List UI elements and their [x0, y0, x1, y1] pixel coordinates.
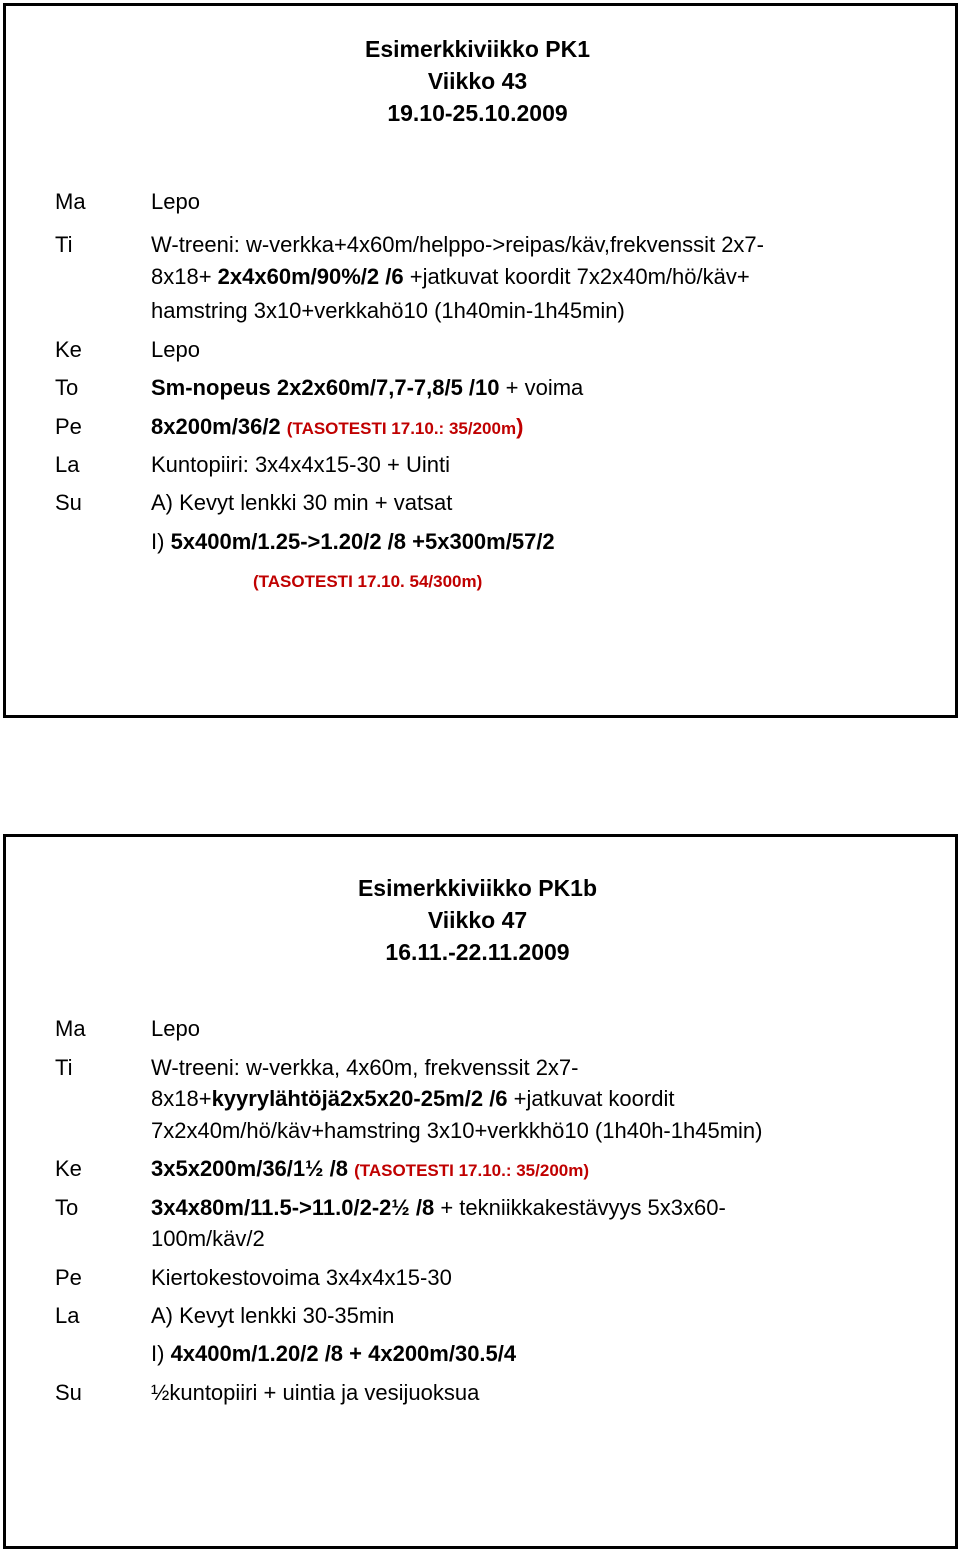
week2-ti-line2: [151, 1083, 674, 1115]
week1-dates: 19.10-25.10.2009: [387, 100, 568, 126]
week1-pe-text: [151, 411, 523, 445]
week2-su-text: ½kuntopiiri + uintia ja vesijuoksua: [151, 1380, 480, 1405]
week2-day-ke: Ke: [55, 1156, 82, 1181]
week2-la-a: A) Kevyt lenkki 30-35min: [151, 1303, 395, 1328]
week1-day-su: Su: [55, 490, 82, 515]
week1-la-text: Kuntopiiri: 3x4x4x15-30 + Uinti: [151, 452, 450, 477]
week1-su-a: A) Kevyt lenkki 30 min + vatsat: [151, 490, 453, 515]
week1-ti-line2a: 8x18+: [151, 264, 218, 289]
week2-la-b1: I): [151, 1341, 171, 1366]
week2-la-b: [151, 1338, 516, 1370]
week1-ti-line2b: 2x4x60m/90%/2 /6: [217, 264, 410, 289]
week1-pe-b: (TASOTESTI 17.10.: 35/200m: [286, 419, 517, 438]
week2-ke-text: [151, 1153, 589, 1187]
week2-week-number: Viikko 47: [427, 907, 528, 933]
week2-ma-text: Lepo: [151, 1016, 200, 1041]
week2-day-la: La: [55, 1303, 80, 1328]
week1-ti-line1: W-treeni: w-verkka+4x60m/helppo->reipas/käv,frekvenssit 2x7-: [151, 232, 764, 257]
week2-ke-b: (TASOTESTI 17.10.: 35/200m): [354, 1161, 589, 1180]
week1-day-pe: Pe: [55, 414, 82, 439]
week1-pe-c: ): [516, 414, 524, 439]
week1-day-to: To: [55, 375, 79, 400]
week2-ti-line2c: +jatkuvat koordit: [513, 1086, 675, 1111]
week1-to-a: Sm-nopeus 2x2x60m/7,7-7,8/5 /10: [151, 375, 506, 400]
week1-su-b2: 5x400m/1.25->1.20/2 /8 +5x300m/57/2: [170, 529, 555, 554]
week2-dates: 16.11.-22.11.2009: [385, 939, 570, 965]
week2-day-to: To: [55, 1195, 79, 1220]
week1-day-la: La: [55, 452, 80, 477]
week1-to-b: + voima: [505, 375, 584, 400]
week1-week-number: Viikko 43: [427, 68, 528, 94]
week1-su-b1: I): [151, 529, 171, 554]
week1-day-ti: Ti: [55, 232, 73, 257]
week1-ma-text: Lepo: [151, 189, 200, 214]
week2-ti-line1: W-treeni: w-verkka, 4x60m, frekvenssit 2x7-: [151, 1055, 579, 1080]
week1-title: Esimerkkiviikko PK1: [364, 36, 591, 62]
week2-ti-line2b: kyyrylähtöjä2x5x20-25m/2 /6: [211, 1086, 514, 1111]
week1-ke-text: Lepo: [151, 337, 200, 362]
week1-header: [0, 33, 955, 129]
week1-day-ma: Ma: [55, 189, 86, 214]
week2-pe-text: Kiertokestovoima 3x4x4x15-30: [151, 1265, 452, 1290]
week2-ti-line2a: 8x18+: [151, 1086, 212, 1111]
week2-la-b2: 4x400m/1.20/2 /8 + 4x200m/30.5/4: [170, 1341, 517, 1366]
week1-su-b: [151, 526, 555, 558]
week2-ke-a: 3x5x200m/36/1½ /8: [151, 1156, 355, 1181]
week1-pe-a: 8x200m/36/2: [151, 414, 287, 439]
week2-to-b: + tekniikkakestävyys 5x3x60-: [440, 1195, 726, 1220]
week1-ti-line3: hamstring 3x10+verkkahö10 (1h40min-1h45min): [151, 298, 625, 323]
week2-ti-line3: 7x2x40m/hö/käv+hamstring 3x10+verkkhö10 (1h40h-1h45min): [151, 1118, 763, 1143]
week2-day-ma: Ma: [55, 1016, 86, 1041]
week2-to-a: 3x4x80m/11.5->11.0/2-2½ /8: [151, 1195, 441, 1220]
week2-header: [0, 872, 955, 968]
week2-day-pe: Pe: [55, 1265, 82, 1290]
week2-to-line2: 100m/käv/2: [151, 1226, 265, 1251]
week1-to-text: [151, 372, 583, 404]
week2-day-su: Su: [55, 1380, 82, 1405]
week2-title: Esimerkkiviikko PK1b: [357, 875, 598, 901]
week1-day-ke: Ke: [55, 337, 82, 362]
week1-ti-line2: [151, 261, 750, 293]
week1-ti-line2c: +jatkuvat koordit 7x2x40m/hö/käv+: [409, 264, 750, 289]
week2-day-ti: Ti: [55, 1055, 73, 1080]
week2-to-line1: [151, 1192, 726, 1224]
week1-su-c: (TASOTESTI 17.10. 54/300m): [253, 572, 483, 591]
